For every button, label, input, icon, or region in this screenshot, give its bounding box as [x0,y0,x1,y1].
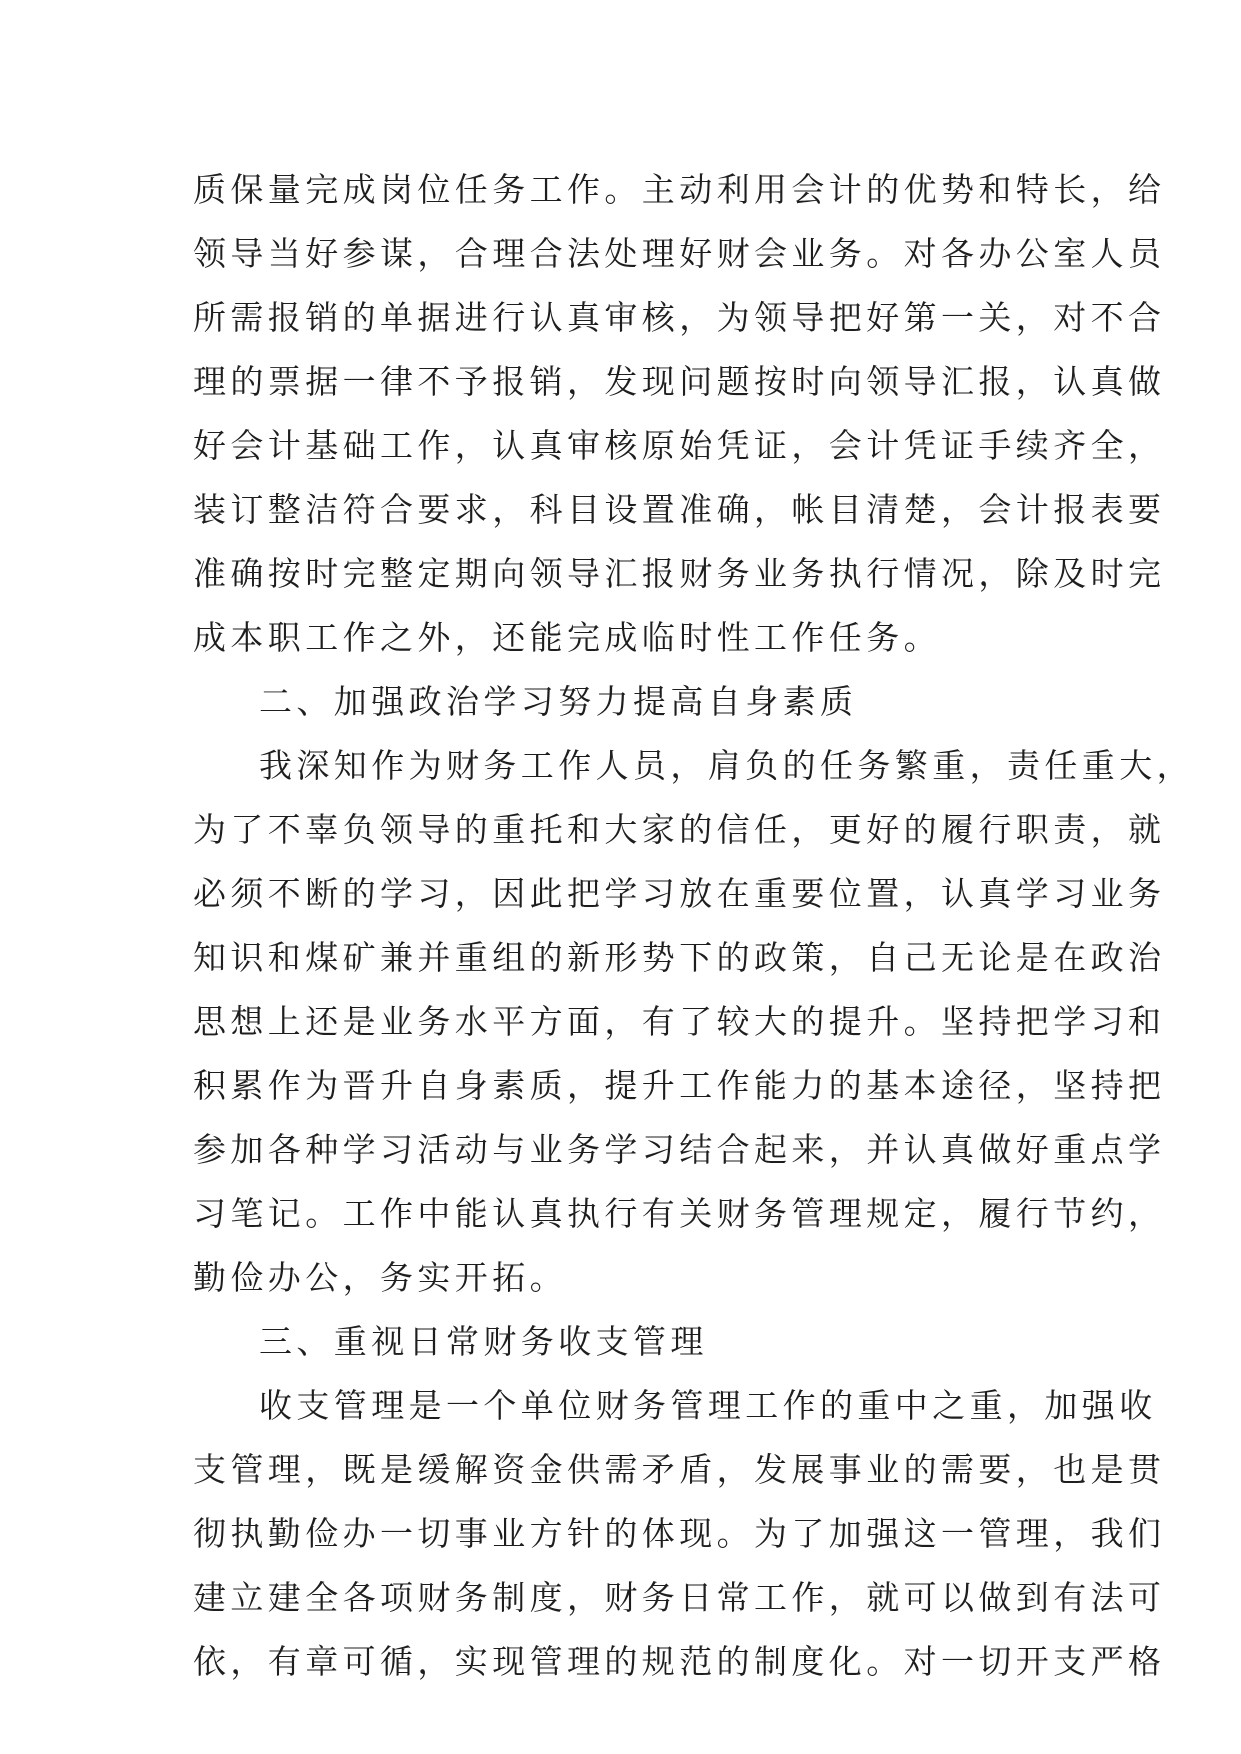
text-line: 成本职工作之外，还能完成临时性工作任务。 [193,618,941,657]
text-line: 为了不辜负领导的重托和大家的信任，更好的履行职责，就 [193,810,1166,849]
text-line: 思想上还是业务水平方面，有了较大的提升。坚持把学习和 [193,1002,1166,1041]
text-line: 所需报销的单据进行认真审核，为领导把好第一关，对不合 [193,298,1166,337]
text-line: 理的票据一律不予报销，发现问题按时向领导汇报，认真做 [193,362,1166,401]
text-line: 必须不断的学习，因此把学习放在重要位置，认真学习业务 [193,874,1166,913]
text-line: 知识和煤矿兼并重组的新形势下的政策，自己无论是在政治 [193,938,1166,977]
text-line: 参加各种学习活动与业务学习结合起来，并认真做好重点学 [193,1130,1166,1169]
text-line: 好会计基础工作，认真审核原始凭证，会计凭证手续齐全， [193,426,1166,465]
paragraph-start-line: 三、重视日常财务收支管理 [259,1322,708,1361]
paragraph-start-line: 我深知作为财务工作人员，肩负的任务繁重，责任重大， [259,746,1194,785]
text-line: 习笔记。工作中能认真执行有关财务管理规定，履行节约， [193,1194,1166,1233]
text-line: 领导当好参谋，合理合法处理好财会业务。对各办公室人员 [193,234,1166,273]
text-line: 建立建全各项财务制度，财务日常工作，就可以做到有法可 [193,1578,1166,1617]
text-line: 质保量完成岗位任务工作。主动利用会计的优势和特长，给 [193,170,1166,209]
document-body [193,158,1194,1694]
text-line: 依，有章可循，实现管理的规范的制度化。对一切开支严格 [193,1642,1166,1681]
text-line: 积累作为晋升自身素质，提升工作能力的基本途径，坚持把 [193,1066,1166,1105]
paragraph-start-line: 二、加强政治学习努力提高自身素质 [259,682,858,721]
text-line: 支管理，既是缓解资金供需矛盾，发展事业的需要，也是贯 [193,1450,1166,1489]
text-line: 勤俭办公，务实开拓。 [193,1258,567,1297]
paragraph-start-line: 收支管理是一个单位财务管理工作的重中之重，加强收 [259,1386,1157,1425]
text-line: 装订整洁符合要求，科目设置准确，帐目清楚，会计报表要 [193,490,1166,529]
text-line: 准确按时完整定期向领导汇报财务业务执行情况，除及时完 [193,554,1166,593]
text-line: 彻执勤俭办一切事业方针的体现。为了加强这一管理，我们 [193,1514,1166,1553]
